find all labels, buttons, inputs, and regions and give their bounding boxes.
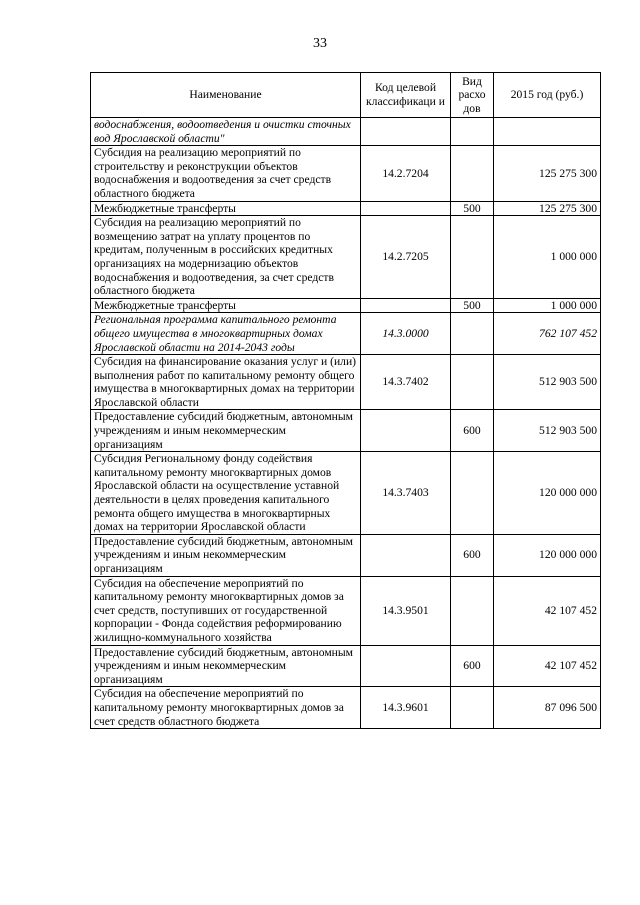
cell-kind xyxy=(451,355,494,410)
cell-amount: 87 096 500 xyxy=(494,687,601,729)
cell-name: водоснабжения, водоотведения и очистки сточных вод Ярославской области" xyxy=(91,118,361,146)
table-row xyxy=(91,410,601,452)
cell-amount: 125 275 300 xyxy=(494,201,601,216)
cell-code: 14.3.9501 xyxy=(361,576,451,645)
cell-kind: 500 xyxy=(451,298,494,313)
table-row xyxy=(91,687,601,729)
cell-amount: 1 000 000 xyxy=(494,298,601,313)
cell-amount: 1 000 000 xyxy=(494,216,601,299)
cell-kind xyxy=(451,452,494,535)
table-row xyxy=(91,313,601,355)
cell-name: Субсидия на финансирование оказания услуг и (или) выполнения работ по капитальному ремонту общего имущества в многоквартирных домах на территории Ярославской области xyxy=(91,355,361,410)
cell-code xyxy=(361,645,451,687)
cell-amount: 762 107 452 xyxy=(494,313,601,355)
table-row xyxy=(91,576,601,645)
header-amount: 2015 год (руб.) xyxy=(494,73,601,118)
cell-name: Межбюджетные трансферты xyxy=(91,298,361,313)
cell-code: 14.3.7403 xyxy=(361,452,451,535)
cell-code xyxy=(361,298,451,313)
table-row xyxy=(91,355,601,410)
header-name: Наименование xyxy=(91,73,361,118)
cell-name: Субсидия на реализацию мероприятий по строительству и реконструкции объектов водоснабжения и водоотведения за счет средств областного бюджета xyxy=(91,146,361,201)
cell-kind: 600 xyxy=(451,645,494,687)
table-row xyxy=(91,452,601,535)
cell-amount xyxy=(494,118,601,146)
cell-code: 14.2.7205 xyxy=(361,216,451,299)
header-code: Код целевой классификаци и xyxy=(361,73,451,118)
cell-kind xyxy=(451,146,494,201)
budget-table xyxy=(90,72,601,729)
cell-kind: 600 xyxy=(451,410,494,452)
table-row xyxy=(91,118,601,146)
table-row xyxy=(91,534,601,576)
cell-amount: 42 107 452 xyxy=(494,576,601,645)
cell-amount: 125 275 300 xyxy=(494,146,601,201)
cell-code xyxy=(361,410,451,452)
table-row xyxy=(91,146,601,201)
cell-name: Предоставление субсидий бюджетным, автономным учреждениям и иным некоммерческим организациям xyxy=(91,534,361,576)
table-body xyxy=(91,118,601,729)
cell-name: Предоставление субсидий бюджетным, автономным учреждениям и иным некоммерческим организациям xyxy=(91,410,361,452)
cell-kind: 500 xyxy=(451,201,494,216)
cell-code: 14.3.9601 xyxy=(361,687,451,729)
table-row xyxy=(91,298,601,313)
cell-kind: 600 xyxy=(451,534,494,576)
cell-amount: 42 107 452 xyxy=(494,645,601,687)
cell-name: Субсидия на реализацию мероприятий по возмещению затрат на уплату процентов по кредитам, полученным в российских кредитных организациях на модернизацию объектов водоснабжения и водоотведения, за счет средств областного бюджета xyxy=(91,216,361,299)
cell-name: Субсидия Региональному фонду содействия капитальному ремонту многоквартирных домов Ярославской области на осуществление уставной деятельности в целях проведения капитального ремонта общего имущества в многоквартирных домах на территории Ярославской области xyxy=(91,452,361,535)
cell-kind xyxy=(451,118,494,146)
cell-code: 14.2.7204 xyxy=(361,146,451,201)
cell-kind xyxy=(451,576,494,645)
cell-code xyxy=(361,118,451,146)
table-row xyxy=(91,216,601,299)
header-kind: Вид расхо дов xyxy=(451,73,494,118)
cell-name: Межбюджетные трансферты xyxy=(91,201,361,216)
cell-kind xyxy=(451,687,494,729)
cell-amount: 512 903 500 xyxy=(494,410,601,452)
page-number: 33 xyxy=(313,36,327,51)
cell-amount: 120 000 000 xyxy=(494,452,601,535)
cell-name: Субсидия на обеспечение мероприятий по капитальному ремонту многоквартирных домов за счет средств областного бюджета xyxy=(91,687,361,729)
cell-name: Предоставление субсидий бюджетным, автономным учреждениям и иным некоммерческим организациям xyxy=(91,645,361,687)
table-row xyxy=(91,645,601,687)
cell-code: 14.3.7402 xyxy=(361,355,451,410)
table-header-row xyxy=(91,73,601,118)
cell-code: 14.3.0000 xyxy=(361,313,451,355)
cell-kind xyxy=(451,313,494,355)
table-row xyxy=(91,201,601,216)
cell-kind xyxy=(451,216,494,299)
cell-name: Субсидия на обеспечение мероприятий по капитальному ремонту многоквартирных домов за счет средств, поступивших от государственной корпорации - Фонда содействия реформированию жилищно-коммунального хозяйства xyxy=(91,576,361,645)
cell-name: Региональная программа капитального ремонта общего имущества в многоквартирных домах Ярославской области на 2014-2043 годы xyxy=(91,313,361,355)
cell-amount: 120 000 000 xyxy=(494,534,601,576)
cell-code xyxy=(361,534,451,576)
cell-code xyxy=(361,201,451,216)
cell-amount: 512 903 500 xyxy=(494,355,601,410)
